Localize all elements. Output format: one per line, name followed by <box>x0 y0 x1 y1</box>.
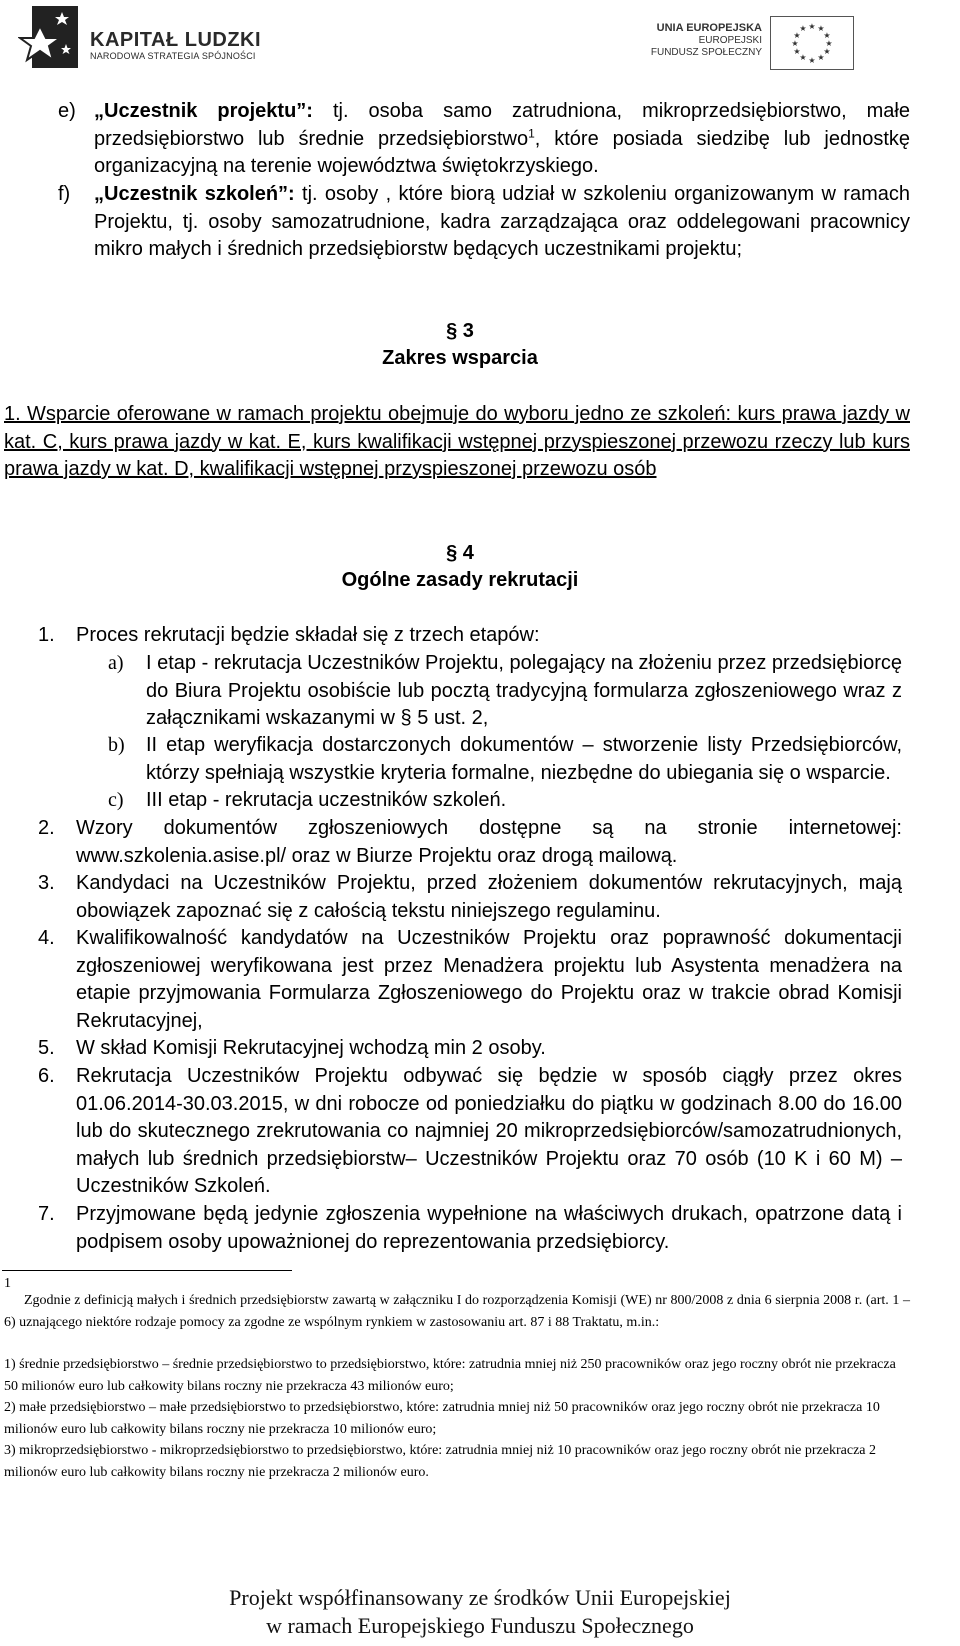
kapital-ludzki-star-icon <box>18 4 80 70</box>
eu-logo-line1: UNIA EUROPEJSKA <box>656 22 762 34</box>
definition-f-term: „Uczestnik szkoleń”: <box>94 183 295 205</box>
definition-f <box>94 181 910 264</box>
footnote-small-enterprise: 2) małe przedsiębiorstwo – małe przedsiębiorstwo to przedsiębiorstwo, które: zatrudnia mniej niż 50 pracowników oraz jego roczny obrót nie przekracza 10 milionów euro lub całkowity bilans roczny nie przekracza 10 milionów euro; <box>4 1400 880 1437</box>
svg-text:★: ★ <box>791 39 799 48</box>
svg-text:★: ★ <box>808 56 816 65</box>
footer-line-2: w ramach Europejskiego Funduszu Społecznego <box>266 1613 694 1638</box>
svg-text:★: ★ <box>808 22 816 31</box>
list-item: W skład Komisji Rekrutacyjnej wchodzą min 2 osoby. <box>76 1037 546 1059</box>
footnote-mark: 1 <box>4 1276 11 1291</box>
list-item-number: 6. <box>38 1065 55 1087</box>
footnote-intro: Zgodnie z definicją małych i średnich przedsiębiorstw zawartą w załączniku I do rozporządzenia Komisji (WE) nr 800/2008 z dnia 6 sierpnia 2008 r. (art. 1 – 6) uznającego niektóre rodzaje pomocy za zgodne ze wspólnym rynkiem w zastosowaniu art. 87 i 88 Traktatu, m.in.: <box>4 1293 910 1330</box>
definition-f-text: tj. osoby , które biorą udział w szkoleniu organizowanym w ramach Projektu, tj. osoby samozatrudnione, kadra zarządzająca oraz oddelegowani pracownicy mikro małych i średnich przedsiębiorstw będących uczestnikami projektu; <box>94 183 910 260</box>
eu-flag-icon <box>770 16 854 70</box>
svg-text:★: ★ <box>817 53 825 62</box>
stage-marker: c) <box>108 789 124 811</box>
kapital-ludzki-logo <box>18 4 318 70</box>
svg-text:★: ★ <box>817 24 825 33</box>
svg-text:★: ★ <box>799 24 807 33</box>
list-item: Kandydaci na Uczestników Projektu, przed złożeniem dokumentów rekrutacyjnych, mają obowiązek zapoznać się z całością tekstu niniejszego regulaminu. <box>76 872 902 922</box>
eu-logo <box>642 16 922 70</box>
svg-text:★: ★ <box>823 31 831 40</box>
stage-item: I etap - rekrutacja Uczestników Projektu, polegający na złożeniu przez przedsiębiorcę do Biura Projektu osobiście lub pocztą tradycyjną formularza zgłoszeniowego wraz z załącznikami wskazanymi w § 5 ust. 2, <box>146 652 902 729</box>
svg-text:★: ★ <box>799 53 807 62</box>
eu-logo-line2: EUROPEJSKI <box>698 35 762 46</box>
footnote-micro-enterprise: 3) mikroprzedsiębiorstwo - mikroprzedsiębiorstwo to przedsiębiorstwo, które: zatrudnia mniej niż 10 pracowników oraz jego roczny obrót nie przekracza 2 milionów euro lub całkowity bilans roczny nie przekracza 2 milionów euro. <box>4 1443 876 1480</box>
section-3-title: Zakres wsparcia <box>382 347 538 369</box>
definition-e-term: „Uczestnik projektu”: <box>94 100 313 122</box>
logo-title: KAPITAŁ LUDZKI <box>90 29 262 51</box>
stage-item: III etap - rekrutacja uczestników szkoleń. <box>146 789 507 811</box>
list-item-number: 3. <box>38 872 55 894</box>
svg-text:★: ★ <box>825 39 833 48</box>
section-4-number: § 4 <box>446 542 474 564</box>
list-item-number: 1. <box>38 624 55 646</box>
list-item: Proces rekrutacji będzie składał się z trzech etapów: <box>76 624 540 646</box>
list-item-number: 2. <box>38 817 55 839</box>
footnote-separator <box>2 1270 292 1271</box>
list-item-number: 7. <box>38 1203 55 1225</box>
list-item: Kwalifikowalność kandydatów na Uczestników Projektu oraz poprawność dokumentacji zgłoszeniowej weryfikowana jest przez Menadżera projektu lub Asystenta menadżera na etapie przyjmowania Formularza Zgłoszeniowego do Projektu oraz w trakcie obrad Komisji Rekrutacyjnej, <box>76 927 902 1032</box>
footer-line-1: Projekt współfinansowany ze środków Unii Europejskiej <box>229 1585 731 1610</box>
svg-text:★: ★ <box>793 31 801 40</box>
list-item-number: 5. <box>38 1037 55 1059</box>
definition-e-text-a: tj. osoba samo zatrudniona, mikroprzedsiębiorstwo, małe przedsiębiorstwo lub średnie przedsiębiorstwo <box>94 100 910 150</box>
footnote-medium-enterprise: 1) średnie przedsiębiorstwo – średnie przedsiębiorstwo to przedsiębiorstwo, które: zatrudnia mniej niż 250 pracowników oraz jego roczny obrót nie przekracza 50 milionów euro lub całkowity bilans roczny nie przekracza 43 milionów euro; <box>4 1357 896 1394</box>
list-item: Wzory dokumentów zgłoszeniowych dostępne są na stronie internetowej: www.szkolenia.asise.pl/ oraz w Biurze Projektu oraz drogą mailową. <box>76 817 902 867</box>
svg-text:★: ★ <box>793 47 801 56</box>
list-item-number: 4. <box>38 927 55 949</box>
logo-subtitle: NARODOWA STRATEGIA SPÓJNOŚCI <box>90 51 256 61</box>
stage-marker: b) <box>108 734 125 756</box>
definition-e-text-b: , które posiada siedzibę lub jednostkę organizacyjną na terenie województwa świętokrzyskiego. <box>94 127 910 177</box>
section-3-number: § 3 <box>446 320 474 342</box>
definition-e <box>94 98 910 181</box>
list-item: Przyjmowane będą jedynie zgłoszenia wypełnione na właściwych drukach, opatrzone datą i podpisem osoby upoważnionej do reprezentowania przedsiębiorcy. <box>76 1203 902 1253</box>
eu-logo-line3: FUNDUSZ SPOŁECZNY <box>650 47 762 58</box>
list-item: Rekrutacja Uczestników Projektu odbywać się będzie w sposób ciągły przez okres 01.06.2014-30.03.2015, w dni robocze od poniedziałku do piątku w godzinach 8.00 do 16.00 lub do skutecznego zrekrutowania co najmniej 20 mikroprzedsiębiorców/samozatrudnionych, małych lub średnich przedsiębiorstw– Uczestników Projektu oraz 70 osób (10 K i 60 M) – Uczestników Szkoleń. <box>76 1065 902 1197</box>
definition-e-marker: e) <box>58 100 76 122</box>
section-3-item-1: 1. Wsparcie oferowane w ramach projektu obejmuje do wyboru jedno ze szkoleń: kurs prawa jazdy w kat. C, kurs prawa jazdy w kat. E, kurs kwalifikacji wstępnej przyspieszonej przewozu rzeczy lub kurs prawa jazdy w kat. D, kwalifikacji wstępnej przyspieszonej przewozu osób <box>4 403 910 480</box>
stage-item: II etap weryfikacja dostarczonych dokumentów – stworzenie listy Przedsiębiorców, którzy spełniają wszystkie kryteria formalne, niezbędne do ubiegania się o wsparcie. <box>146 734 902 784</box>
definition-f-marker: f) <box>58 183 71 205</box>
svg-text:★: ★ <box>823 47 831 56</box>
footnote-reference: 1 <box>528 125 535 140</box>
section-4-title: Ogólne zasady rekrutacji <box>341 569 579 591</box>
stage-marker: a) <box>108 652 124 674</box>
